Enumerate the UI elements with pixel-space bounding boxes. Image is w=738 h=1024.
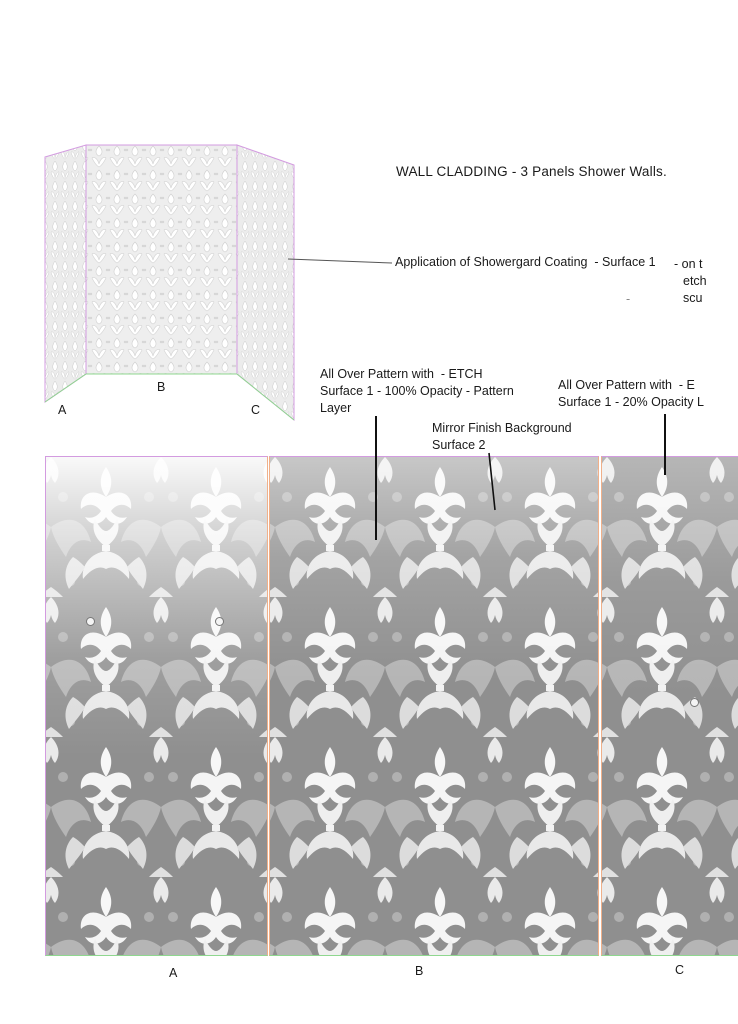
annotation-etch-100-line-1: All Over Pattern with - ETCH bbox=[320, 367, 483, 381]
annotation-etch-100-line-3: Layer bbox=[320, 401, 352, 415]
panel-label-c: C bbox=[675, 963, 685, 977]
annotation-mirror-line-2: Surface 2 bbox=[432, 438, 486, 452]
application-note-overflow-3: scu bbox=[683, 291, 703, 305]
panel-c-fixing-hole bbox=[690, 698, 699, 707]
annotation-etch-100-line-2: Surface 1 - 100% Opacity - Pattern bbox=[320, 384, 514, 398]
small-panel-a bbox=[45, 145, 86, 402]
panel-a-fixing-hole-2 bbox=[215, 617, 224, 626]
small-label-a: A bbox=[58, 403, 67, 417]
panel-a bbox=[45, 456, 268, 956]
small-label-b: B bbox=[157, 380, 166, 394]
application-note: Application of Showergard Coating - Surface 1 bbox=[395, 255, 656, 269]
small-panel-b bbox=[86, 145, 237, 374]
annotation-etch-20-line-1: All Over Pattern with - E bbox=[558, 378, 695, 392]
panel-c bbox=[601, 456, 738, 956]
panel-label-a: A bbox=[169, 966, 178, 980]
panel-label-b: B bbox=[415, 964, 424, 978]
application-note-dash: - bbox=[626, 292, 631, 306]
small-panel-c bbox=[237, 145, 294, 420]
application-note-overflow-1: - on t bbox=[674, 257, 703, 271]
panel-b bbox=[269, 456, 599, 956]
annotation-mirror-line-1: Mirror Finish Background bbox=[432, 421, 572, 435]
application-note-overflow-2: etch bbox=[683, 274, 707, 288]
annotation-etch-20-line-2: Surface 1 - 20% Opacity L bbox=[558, 395, 704, 409]
page-title: WALL CLADDING - 3 Panels Shower Walls. bbox=[396, 164, 667, 179]
panel-a-fixing-hole-1 bbox=[86, 617, 95, 626]
small-label-c: C bbox=[251, 403, 261, 417]
application-leader-line bbox=[288, 259, 392, 263]
